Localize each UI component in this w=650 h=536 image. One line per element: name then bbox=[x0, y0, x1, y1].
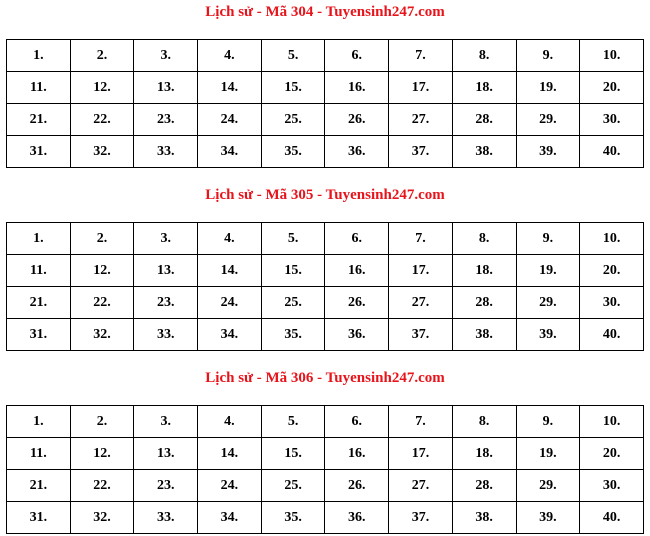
question-number-cell: 6. bbox=[325, 223, 389, 255]
question-number-cell: 28. bbox=[452, 470, 516, 502]
question-number-cell: 23. bbox=[134, 470, 198, 502]
question-number-cell: 15. bbox=[261, 255, 325, 287]
question-number-cell: 15. bbox=[261, 438, 325, 470]
question-number-cell: 21. bbox=[7, 470, 71, 502]
question-number-cell: 8. bbox=[452, 40, 516, 72]
question-number-cell: 10. bbox=[580, 40, 644, 72]
table-row bbox=[7, 406, 644, 438]
question-number-cell: 7. bbox=[389, 406, 453, 438]
question-number-cell: 15. bbox=[261, 72, 325, 104]
question-number-cell: 33. bbox=[134, 136, 198, 168]
question-number-cell: 26. bbox=[325, 104, 389, 136]
question-number-cell: 13. bbox=[134, 438, 198, 470]
question-number-cell: 37. bbox=[389, 502, 453, 534]
question-number-cell: 3. bbox=[134, 223, 198, 255]
question-number-cell: 34. bbox=[198, 319, 262, 351]
question-number-cell: 2. bbox=[70, 406, 134, 438]
question-number-cell: 38. bbox=[452, 502, 516, 534]
question-number-cell: 17. bbox=[389, 72, 453, 104]
table-row bbox=[7, 287, 644, 319]
question-number-cell: 17. bbox=[389, 255, 453, 287]
question-number-cell: 34. bbox=[198, 502, 262, 534]
question-number-cell: 6. bbox=[325, 40, 389, 72]
question-number-cell: 25. bbox=[261, 470, 325, 502]
question-number-cell: 35. bbox=[261, 319, 325, 351]
question-number-cell: 1. bbox=[7, 406, 71, 438]
question-number-cell: 29. bbox=[516, 104, 580, 136]
question-number-cell: 36. bbox=[325, 502, 389, 534]
question-number-cell: 12. bbox=[70, 255, 134, 287]
question-number-cell: 9. bbox=[516, 223, 580, 255]
question-number-cell: 2. bbox=[70, 223, 134, 255]
question-number-cell: 37. bbox=[389, 319, 453, 351]
question-number-cell: 35. bbox=[261, 136, 325, 168]
question-number-cell: 22. bbox=[70, 287, 134, 319]
table-row bbox=[7, 438, 644, 470]
question-number-cell: 8. bbox=[452, 406, 516, 438]
question-number-cell: 18. bbox=[452, 255, 516, 287]
question-number-cell: 7. bbox=[389, 223, 453, 255]
question-number-cell: 12. bbox=[70, 72, 134, 104]
question-number-cell: 29. bbox=[516, 470, 580, 502]
question-number-cell: 14. bbox=[198, 255, 262, 287]
question-number-cell: 11. bbox=[7, 255, 71, 287]
question-number-cell: 39. bbox=[516, 319, 580, 351]
question-number-cell: 9. bbox=[516, 406, 580, 438]
question-number-cell: 30. bbox=[580, 287, 644, 319]
question-number-cell: 11. bbox=[7, 72, 71, 104]
answer-key-table bbox=[6, 39, 644, 168]
question-number-cell: 4. bbox=[198, 40, 262, 72]
question-number-cell: 31. bbox=[7, 136, 71, 168]
question-number-cell: 11. bbox=[7, 438, 71, 470]
question-number-cell: 4. bbox=[198, 223, 262, 255]
question-number-cell: 14. bbox=[198, 438, 262, 470]
question-number-cell: 2. bbox=[70, 40, 134, 72]
question-number-cell: 28. bbox=[452, 287, 516, 319]
question-number-cell: 19. bbox=[516, 72, 580, 104]
question-number-cell: 21. bbox=[7, 104, 71, 136]
question-number-cell: 38. bbox=[452, 136, 516, 168]
question-number-cell: 40. bbox=[580, 502, 644, 534]
question-number-cell: 33. bbox=[134, 319, 198, 351]
question-number-cell: 30. bbox=[580, 104, 644, 136]
question-number-cell: 1. bbox=[7, 223, 71, 255]
question-number-cell: 16. bbox=[325, 438, 389, 470]
question-number-cell: 24. bbox=[198, 104, 262, 136]
question-number-cell: 35. bbox=[261, 502, 325, 534]
question-number-cell: 32. bbox=[70, 319, 134, 351]
question-number-cell: 5. bbox=[261, 406, 325, 438]
question-number-cell: 14. bbox=[198, 72, 262, 104]
question-number-cell: 28. bbox=[452, 104, 516, 136]
table-row bbox=[7, 223, 644, 255]
question-number-cell: 24. bbox=[198, 470, 262, 502]
question-number-cell: 21. bbox=[7, 287, 71, 319]
question-number-cell: 32. bbox=[70, 136, 134, 168]
question-number-cell: 13. bbox=[134, 72, 198, 104]
question-number-cell: 1. bbox=[7, 40, 71, 72]
answer-key-table bbox=[6, 405, 644, 534]
question-number-cell: 30. bbox=[580, 470, 644, 502]
question-number-cell: 17. bbox=[389, 438, 453, 470]
question-number-cell: 33. bbox=[134, 502, 198, 534]
question-number-cell: 10. bbox=[580, 406, 644, 438]
table-row bbox=[7, 40, 644, 72]
question-number-cell: 26. bbox=[325, 287, 389, 319]
question-number-cell: 5. bbox=[261, 40, 325, 72]
question-number-cell: 19. bbox=[516, 255, 580, 287]
question-number-cell: 27. bbox=[389, 104, 453, 136]
question-number-cell: 19. bbox=[516, 438, 580, 470]
question-number-cell: 20. bbox=[580, 255, 644, 287]
question-number-cell: 25. bbox=[261, 104, 325, 136]
question-number-cell: 4. bbox=[198, 406, 262, 438]
section-title: Lịch sử - Mã 304 - Tuyensinh247.com bbox=[205, 4, 445, 20]
question-number-cell: 8. bbox=[452, 223, 516, 255]
question-number-cell: 29. bbox=[516, 287, 580, 319]
question-number-cell: 12. bbox=[70, 438, 134, 470]
question-number-cell: 25. bbox=[261, 287, 325, 319]
question-number-cell: 38. bbox=[452, 319, 516, 351]
table-row bbox=[7, 136, 644, 168]
question-number-cell: 39. bbox=[516, 136, 580, 168]
question-number-cell: 3. bbox=[134, 406, 198, 438]
table-row bbox=[7, 502, 644, 534]
question-number-cell: 16. bbox=[325, 72, 389, 104]
question-number-cell: 5. bbox=[261, 223, 325, 255]
answer-key-table bbox=[6, 222, 644, 351]
question-number-cell: 31. bbox=[7, 319, 71, 351]
section-title: Lịch sử - Mã 305 - Tuyensinh247.com bbox=[205, 187, 445, 203]
question-number-cell: 3. bbox=[134, 40, 198, 72]
question-number-cell: 37. bbox=[389, 136, 453, 168]
question-number-cell: 23. bbox=[134, 287, 198, 319]
table-row bbox=[7, 470, 644, 502]
table-row bbox=[7, 104, 644, 136]
section-title: Lịch sử - Mã 306 - Tuyensinh247.com bbox=[205, 370, 445, 386]
table-row bbox=[7, 72, 644, 104]
question-number-cell: 20. bbox=[580, 72, 644, 104]
question-number-cell: 22. bbox=[70, 104, 134, 136]
table-row bbox=[7, 319, 644, 351]
question-number-cell: 16. bbox=[325, 255, 389, 287]
question-number-cell: 40. bbox=[580, 136, 644, 168]
question-number-cell: 7. bbox=[389, 40, 453, 72]
question-number-cell: 36. bbox=[325, 319, 389, 351]
question-number-cell: 22. bbox=[70, 470, 134, 502]
answer-key-section bbox=[6, 368, 644, 534]
question-number-cell: 18. bbox=[452, 438, 516, 470]
question-number-cell: 26. bbox=[325, 470, 389, 502]
question-number-cell: 20. bbox=[580, 438, 644, 470]
question-number-cell: 32. bbox=[70, 502, 134, 534]
question-number-cell: 36. bbox=[325, 136, 389, 168]
question-number-cell: 24. bbox=[198, 287, 262, 319]
answer-key-section bbox=[6, 2, 644, 168]
question-number-cell: 40. bbox=[580, 319, 644, 351]
question-number-cell: 6. bbox=[325, 406, 389, 438]
question-number-cell: 18. bbox=[452, 72, 516, 104]
question-number-cell: 13. bbox=[134, 255, 198, 287]
table-row bbox=[7, 255, 644, 287]
question-number-cell: 39. bbox=[516, 502, 580, 534]
question-number-cell: 10. bbox=[580, 223, 644, 255]
answer-key-section bbox=[6, 185, 644, 351]
question-number-cell: 23. bbox=[134, 104, 198, 136]
question-number-cell: 27. bbox=[389, 470, 453, 502]
question-number-cell: 27. bbox=[389, 287, 453, 319]
question-number-cell: 9. bbox=[516, 40, 580, 72]
question-number-cell: 34. bbox=[198, 136, 262, 168]
question-number-cell: 31. bbox=[7, 502, 71, 534]
